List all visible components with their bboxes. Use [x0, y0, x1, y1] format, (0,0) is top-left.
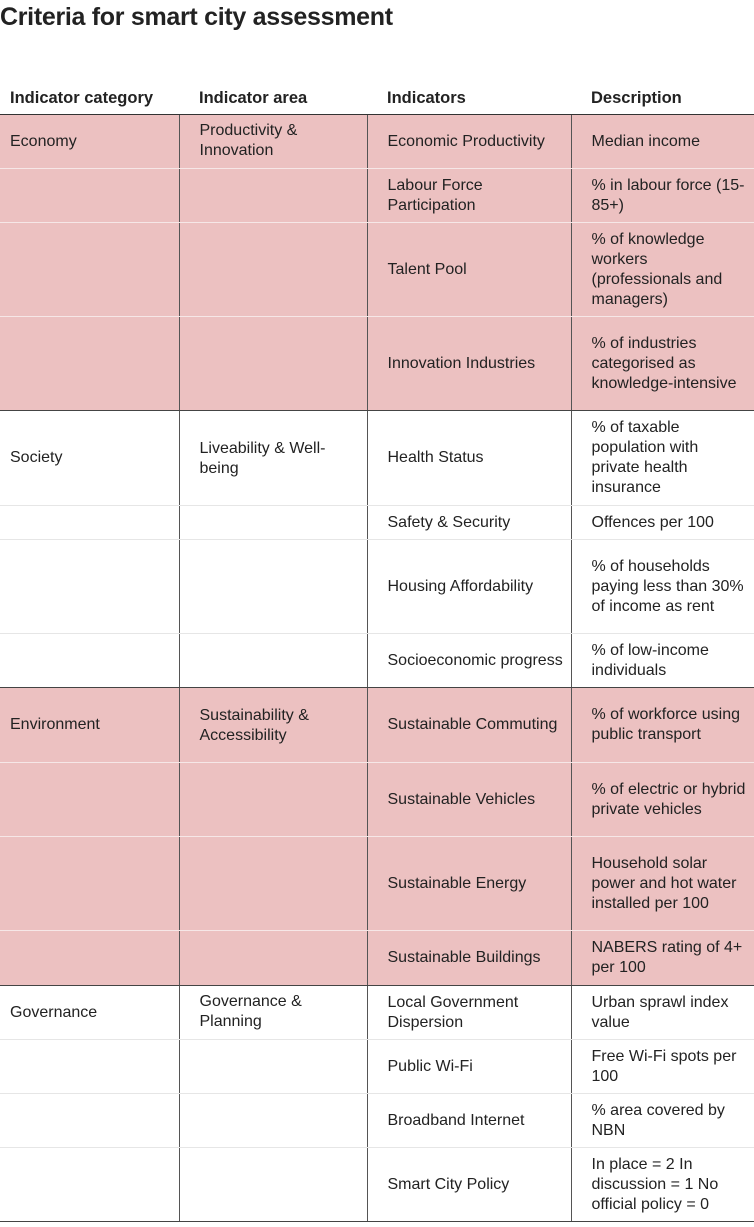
table-row — [0, 506, 754, 540]
cell-description: % of electric or hybrid private vehicles — [571, 763, 754, 837]
cell-description: NABERS rating of 4+ per 100 — [571, 931, 754, 986]
cell-description: In place = 2 In discussion = 1 No official policy = 0 — [571, 1148, 754, 1222]
cell-category — [0, 540, 179, 634]
header-description: Description — [571, 56, 754, 115]
cell-indicator: Local Government Dispersion — [367, 986, 571, 1040]
table-row — [0, 317, 754, 411]
cell-area: Governance & Planning — [179, 986, 367, 1040]
cell-indicator: Talent Pool — [367, 223, 571, 317]
cell-indicator: Housing Affordability — [367, 540, 571, 634]
cell-category — [0, 223, 179, 317]
cell-indicator: Public Wi-Fi — [367, 1040, 571, 1094]
cell-category — [0, 931, 179, 986]
cell-area — [179, 763, 367, 837]
cell-indicator: Socioeconomic progress — [367, 634, 571, 688]
table-row — [0, 931, 754, 986]
cell-category: Economy — [0, 115, 179, 169]
cell-area — [179, 506, 367, 540]
cell-area — [179, 931, 367, 986]
cell-indicator: Sustainable Energy — [367, 837, 571, 931]
cell-category — [0, 1148, 179, 1222]
cell-category — [0, 634, 179, 688]
table-row — [0, 1094, 754, 1148]
cell-category: Environment — [0, 688, 179, 763]
cell-description: Household solar power and hot water installed per 100 — [571, 837, 754, 931]
table-row — [0, 1148, 754, 1222]
cell-category — [0, 317, 179, 411]
cell-description: % of households paying less than 30% of income as rent — [571, 540, 754, 634]
header-indicators: Indicators — [367, 56, 571, 115]
cell-description: % of industries categorised as knowledge-intensive — [571, 317, 754, 411]
page-title: Criteria for smart city assessment — [0, 3, 393, 31]
cell-description: Offences per 100 — [571, 506, 754, 540]
cell-indicator: Innovation Industries — [367, 317, 571, 411]
cell-category: Governance — [0, 986, 179, 1040]
table-header-row — [0, 56, 754, 115]
cell-description: Urban sprawl index value — [571, 986, 754, 1040]
table-row — [0, 1040, 754, 1094]
cell-area: Productivity & Innovation — [179, 115, 367, 169]
cell-indicator: Broadband Internet — [367, 1094, 571, 1148]
cell-indicator: Economic Productivity — [367, 115, 571, 169]
cell-area — [179, 837, 367, 931]
cell-category — [0, 837, 179, 931]
cell-area: Sustainability & Accessibility — [179, 688, 367, 763]
cell-area — [179, 317, 367, 411]
cell-area: Liveability & Well-being — [179, 411, 367, 506]
cell-area — [179, 540, 367, 634]
table-row — [0, 169, 754, 223]
table-row — [0, 540, 754, 634]
cell-description: % area covered by NBN — [571, 1094, 754, 1148]
cell-area — [179, 1040, 367, 1094]
cell-indicator: Labour Force Participation — [367, 169, 571, 223]
table-row — [0, 223, 754, 317]
table-row — [0, 634, 754, 688]
cell-area — [179, 634, 367, 688]
table-row — [0, 115, 754, 169]
cell-description: % of knowledge workers (professionals and managers) — [571, 223, 754, 317]
cell-area — [179, 169, 367, 223]
table-row — [0, 837, 754, 931]
header-indicator-category: Indicator category — [0, 56, 179, 115]
table-row — [0, 986, 754, 1040]
cell-description: Median income — [571, 115, 754, 169]
cell-category — [0, 763, 179, 837]
header-indicator-area: Indicator area — [179, 56, 367, 115]
cell-category — [0, 506, 179, 540]
cell-description: % of low-income individuals — [571, 634, 754, 688]
cell-description: % of workforce using public transport — [571, 688, 754, 763]
cell-category — [0, 169, 179, 223]
cell-indicator: Health Status — [367, 411, 571, 506]
cell-indicator: Safety & Security — [367, 506, 571, 540]
cell-area — [179, 1148, 367, 1222]
table-row — [0, 688, 754, 763]
cell-area — [179, 223, 367, 317]
cell-description: % in labour force (15-85+) — [571, 169, 754, 223]
table-row — [0, 411, 754, 506]
table-row — [0, 763, 754, 837]
cell-description: Free Wi-Fi spots per 100 — [571, 1040, 754, 1094]
cell-category — [0, 1094, 179, 1148]
cell-indicator: Sustainable Commuting — [367, 688, 571, 763]
cell-indicator: Smart City Policy — [367, 1148, 571, 1222]
cell-category — [0, 1040, 179, 1094]
cell-category: Society — [0, 411, 179, 506]
criteria-table — [0, 56, 754, 1222]
cell-indicator: Sustainable Vehicles — [367, 763, 571, 837]
cell-indicator: Sustainable Buildings — [367, 931, 571, 986]
cell-area — [179, 1094, 367, 1148]
cell-description: % of taxable population with private health insurance — [571, 411, 754, 506]
